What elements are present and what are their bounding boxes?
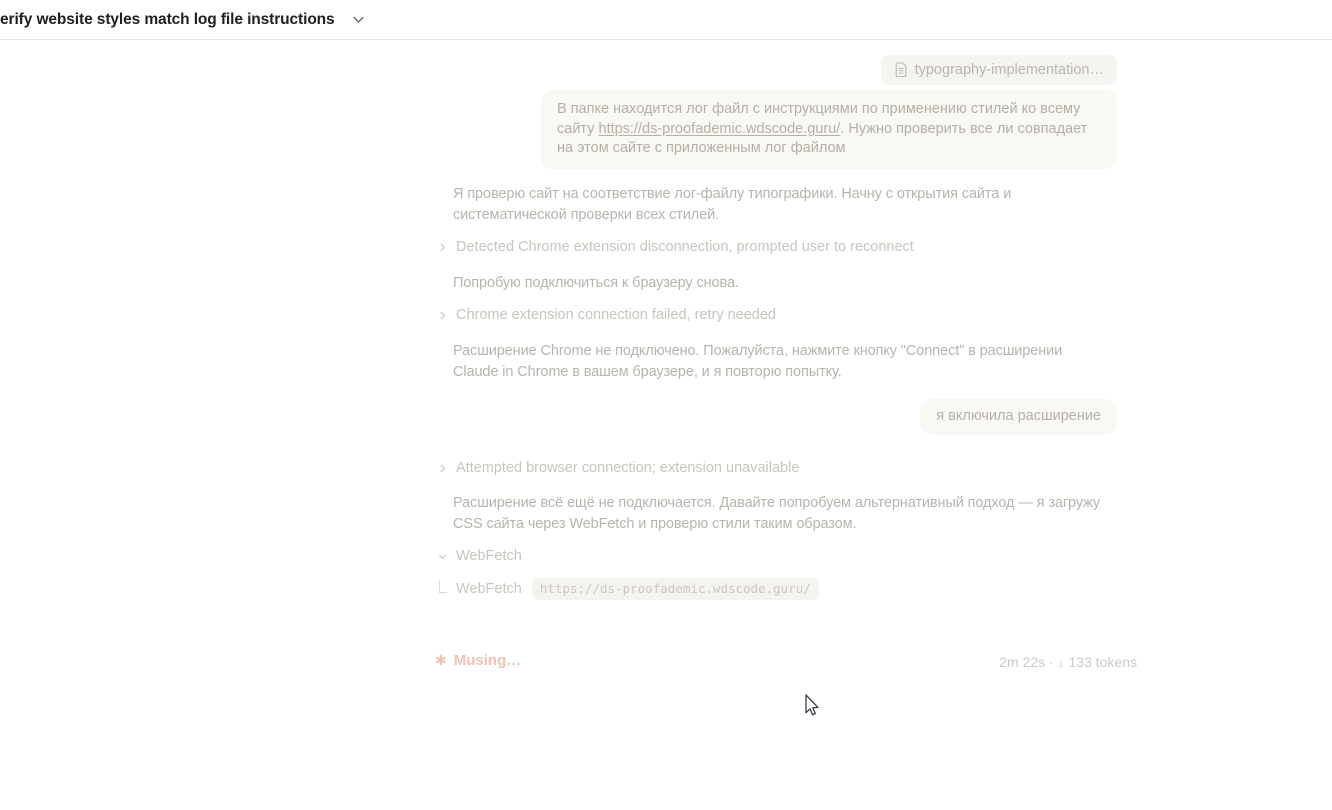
thinking-status-label: Musing… [453, 652, 522, 669]
chat-title[interactable]: erify website styles match log file instructions [0, 10, 335, 28]
assistant-message: Я проверю сайт на соответствие лог-файлу типографики. Начну с открытия сайта и систематической проверки всех стилей. [453, 186, 1012, 223]
tree-connector [439, 580, 447, 593]
chevron-right-icon [437, 310, 448, 321]
spinner-icon: ✱ [435, 652, 447, 668]
chevron-down-icon [437, 551, 448, 562]
document-icon [894, 62, 908, 78]
tool-summary-label: Chrome extension connection failed, retry needed [456, 307, 776, 323]
token-stats: 2m 22s · ↓ 133 tokens [999, 654, 1137, 670]
assistant-message: Попробую подключиться к браузеру снова. [453, 275, 739, 291]
mouse-cursor [800, 693, 822, 720]
webfetch-call-row[interactable] [437, 578, 819, 600]
chevron-right-icon [437, 463, 448, 474]
header [0, 0, 1332, 40]
user-message [541, 90, 1117, 169]
tool-group-label: WebFetch [456, 548, 522, 564]
assistant-message: Расширение Chrome не подключено. Пожалуйста, нажмите кнопку "Connect" в расширении Claude in Chrome в вашем браузере, и я повторю попытку. [453, 343, 1063, 380]
chevron-down-icon[interactable] [350, 11, 367, 28]
thinking-status [435, 652, 521, 669]
user-message-text: В папке находится лог файл с инструкциями по применению стилей ко всему сайту [557, 101, 1081, 137]
user-message: я включила расширение [920, 399, 1117, 435]
conversation [435, 40, 1137, 810]
user-message-text: . Нужно проверить все ли совпадает на этом сайте с приложенным лог файлом [557, 120, 1088, 156]
website-link[interactable]: https://ds-proofademic.wdscode.guru/ [598, 120, 841, 137]
webfetch-url: https://ds-proofademic.wdscode.guru/ [532, 578, 819, 600]
attachment-label: typography-implementation… [914, 62, 1104, 78]
tool-call-summary[interactable] [437, 460, 799, 476]
tool-call-summary[interactable] [437, 307, 776, 323]
webfetch-group-header[interactable] [437, 548, 522, 564]
tool-call-summary[interactable] [437, 239, 914, 255]
attachment-chip[interactable] [881, 55, 1117, 85]
assistant-message: Расширение всё ещё не подключается. Давайте попробуем альтернативный подход — я загружу CSS сайта через WebFetch и проверю стили таким образом. [453, 495, 1101, 532]
webfetch-call-label: WebFetch [456, 581, 522, 597]
chevron-right-icon [437, 242, 448, 253]
tool-summary-label: Attempted browser connection; extension unavailable [456, 460, 800, 476]
tool-summary-label: Detected Chrome extension disconnection, prompted user to reconnect [456, 239, 914, 255]
